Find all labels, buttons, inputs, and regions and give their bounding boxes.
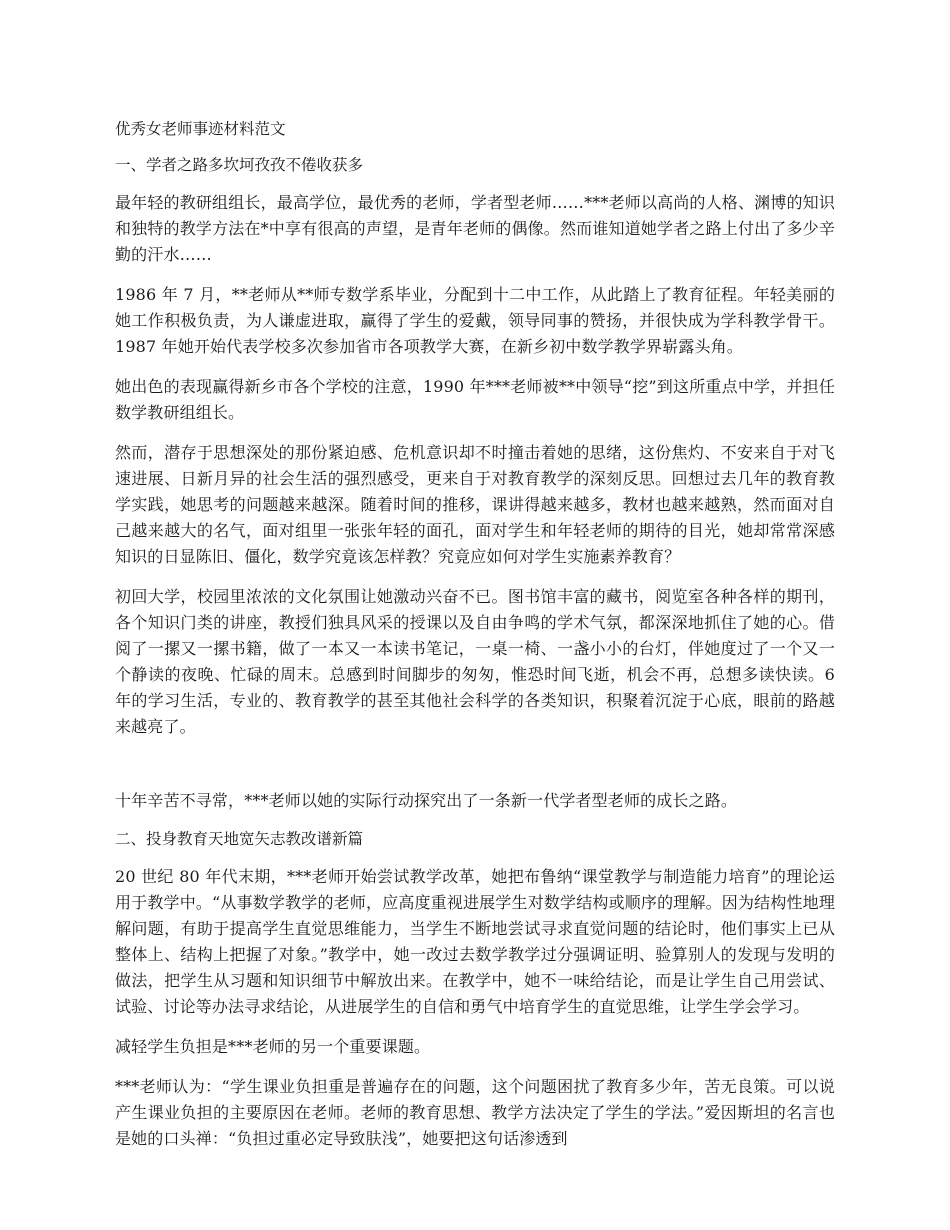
paragraph: 她出色的表现赢得新乡市各个学校的注意，1990 年***老师被**中领导“挖”到这所重点中学，并担任数学教研组组长。 (115, 377, 835, 422)
paragraph: 减轻学生负担是***老师的另一个重要课题。 (115, 1037, 431, 1056)
paragraph: 1986 年 7 月，**老师从**师专数学系毕业，分配到十二中工作，从此踏上了教育征程。年轻美丽的她工作积极负责，为人谦虚进取，赢得了学生的爱戴，领导同事的赞扬，并很快成为学科教学骨干。1987 年她开始代表学校多次参加省市各项教学大赛，在新乡初中数学教学界崭露头角。 (115, 285, 835, 356)
section-heading-2: 二、投身教育天地宽矢志教改谱新篇 (115, 830, 364, 848)
document-title: 优秀女老师事迹材料范文 (115, 120, 286, 138)
summary-line: 十年辛苦不寻常，***老师以她的实际行动探究出了一条新一代学者型老师的成长之路。 (115, 791, 738, 810)
paragraph: 初回大学，校园里浓浓的文化氛围让她激动兴奋不已。图书馆丰富的藏书，阅览室各种各样的期刊，各个知识门类的讲座，教授们独具风采的授课以及自由争鸣的学术气氛，都深深地抓住了她的心。借阅了一摞又一摞书籍，做了一本又一本读书笔记，一桌一椅、一盏小小的台灯，伴她度过了一个又一个静读的夜晚、忙碌的周末。总感到时间脚步的匆匆，惟恐时间飞逝，机会不再，总想多读快读。6 年的学习生活，专业的、教育教学的甚至其他社会科学的各类知识，积聚着沉淀于心底，眼前的路越来越亮了。 (115, 587, 835, 736)
paragraph: ***老师认为：“学生课业负担重是普遍存在的问题，这个问题困扰了教育多少年，苦无良策。可以说产生课业负担的主要原因在老师。老师的教育思想、教学方法决定了学生的学法。”爱因斯坦的名言也是她的口头禅：“负担过重必定导致肤浅”，她要把这句话渗透到 (115, 1077, 835, 1148)
paragraph: 20 世纪 80 年代末期，***老师开始尝试教学改革，她把布鲁纳“课堂教学与制造能力培育”的理论运用于教学中。“从事数学教学的老师，应高度重视进展学生对数学结构或顺序的理解。因为结构性地理解问题，有助于提高学生直觉思维能力，当学生不断地尝试寻求直觉问题的结论时，他们事实上已从整体上、结构上把握了对象。”教学中，她一改过去数学教学过分强调证明、验算别人的发现与发明的做法，把学生从习题和知识细节中解放出来。在教学中，她不一味给结论，而是让学生自己用尝试、试验、讨论等办法寻求结论，从进展学生的自信和勇气中培育学生的直觉思维，让学生学会学习。 (115, 867, 835, 1016)
paragraph: 最年轻的教研组组长，最高学位，最优秀的老师，学者型老师……***老师以高尚的人格、渊博的知识和独特的教学方法在*中享有很高的声望，是青年老师的偶像。然而谁知道她学者之路上付出了多少辛勤的汗水…… (115, 193, 835, 264)
document-page (115, 118, 835, 1166)
blank-spacer (115, 754, 835, 788)
paragraph: 然而，潜存于思想深处的那份紧迫感、危机意识却不时撞击着她的思绪，这份焦灼、不安来自于对飞速进展、日新月异的社会生活的强烈感受，更来自于对教育教学的深刻反思。回想过去几年的教育教学实践，她思考的问题越来越深。随着时间的推移，课讲得越来越多，教材也越来越熟，然而面对自己越来越大的名气，面对组里一张张年轻的面孔，面对学生和年轻老师的期待的目光，她却常常深感知识的日显陈旧、僵化，数学究竟该怎样教？究竟应如何对学生实施素养教育？ (115, 443, 835, 566)
section-heading-1: 一、学者之路多坎坷孜孜不倦收获多 (115, 156, 364, 174)
